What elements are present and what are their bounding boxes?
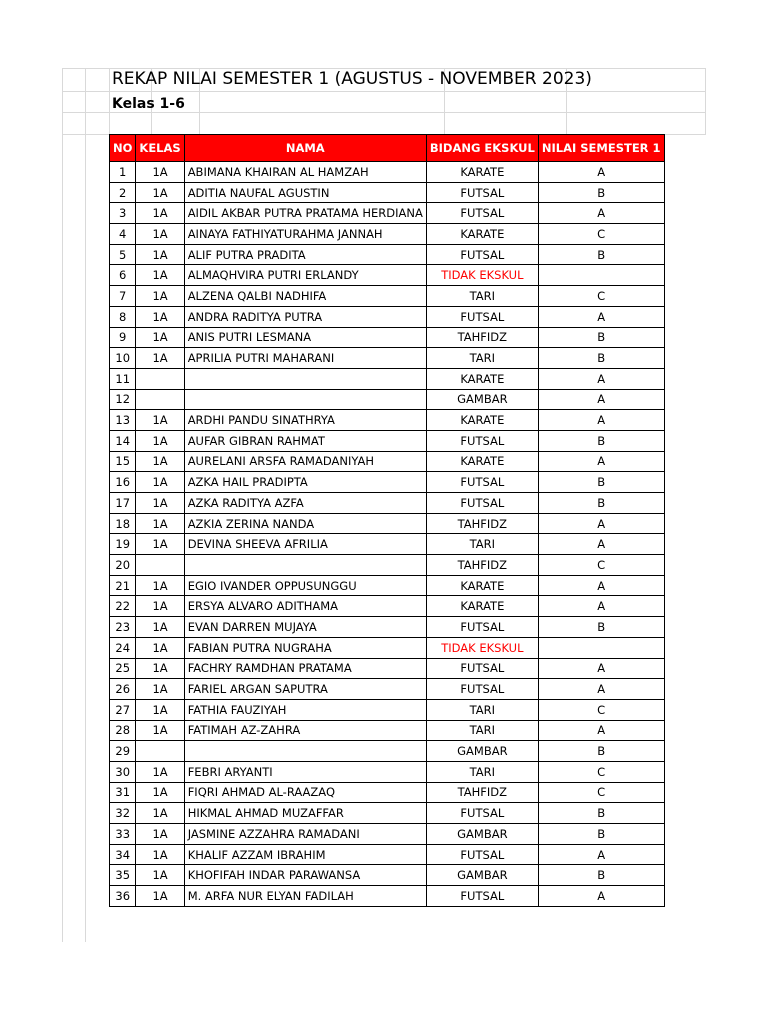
cell-ekskul[interactable]: TARI <box>426 534 538 555</box>
cell-kelas[interactable]: 1A <box>136 782 184 803</box>
cell-kelas[interactable] <box>136 368 184 389</box>
cell-no[interactable]: 32 <box>110 803 136 824</box>
cell-kelas[interactable] <box>136 741 184 762</box>
cell-nama[interactable]: HIKMAL AHMAD MUZAFFAR <box>184 803 426 824</box>
cell-no[interactable]: 33 <box>110 824 136 845</box>
cell-ekskul[interactable]: TAHFIDZ <box>426 782 538 803</box>
table-body <box>110 162 665 907</box>
cell-no[interactable]: 14 <box>110 430 136 451</box>
cell-kelas[interactable]: 1A <box>136 803 184 824</box>
table-row <box>110 389 665 410</box>
table-row <box>110 472 665 493</box>
cell-nilai[interactable]: A <box>538 451 664 472</box>
cell-no[interactable]: 6 <box>110 265 136 286</box>
cell-ekskul[interactable]: GAMBAR <box>426 865 538 886</box>
cell-kelas[interactable]: 1A <box>136 451 184 472</box>
table-row <box>110 596 665 617</box>
table-row <box>110 782 665 803</box>
cell-nama[interactable]: AZKA RADITYA AZFA <box>184 493 426 514</box>
header-nama[interactable]: NAMA <box>184 135 426 162</box>
cell-nilai[interactable]: B <box>538 244 664 265</box>
cell-kelas[interactable]: 1A <box>136 699 184 720</box>
table-row <box>110 493 665 514</box>
cell-no[interactable]: 25 <box>110 658 136 679</box>
cell-no[interactable]: 26 <box>110 679 136 700</box>
cell-ekskul[interactable]: TARI <box>426 699 538 720</box>
cell-no[interactable]: 16 <box>110 472 136 493</box>
cell-nilai[interactable]: B <box>538 741 664 762</box>
cell-nilai[interactable]: C <box>538 699 664 720</box>
header-kelas[interactable]: KELAS <box>136 135 184 162</box>
grid-line <box>62 68 63 942</box>
cell-nilai[interactable]: B <box>538 865 664 886</box>
cell-nilai[interactable] <box>538 265 664 286</box>
cell-nilai[interactable]: A <box>538 679 664 700</box>
cell-nilai[interactable]: B <box>538 327 664 348</box>
cell-nama[interactable]: ALZENA QALBI NADHIFA <box>184 286 426 307</box>
cell-nilai[interactable]: B <box>538 430 664 451</box>
cell-nama[interactable]: ADITIA NAUFAL AGUSTIN <box>184 182 426 203</box>
sheet-title: REKAP NILAI SEMESTER 1 (AGUSTUS - NOVEMBER 2023) <box>112 69 592 89</box>
cell-no[interactable]: 36 <box>110 886 136 907</box>
table-row <box>110 575 665 596</box>
cell-ekskul[interactable]: TARI <box>426 348 538 369</box>
cell-nilai[interactable]: B <box>538 472 664 493</box>
cell-nama[interactable] <box>184 741 426 762</box>
cell-nama[interactable]: M. ARFA NUR ELYAN FADILAH <box>184 886 426 907</box>
table-row <box>110 679 665 700</box>
sheet-subtitle: Kelas 1-6 <box>112 96 185 112</box>
cell-nama[interactable]: AZKIA ZERINA NANDA <box>184 513 426 534</box>
cell-no[interactable]: 24 <box>110 637 136 658</box>
cell-no[interactable]: 10 <box>110 348 136 369</box>
cell-ekskul[interactable]: FUTSAL <box>426 886 538 907</box>
table-row <box>110 658 665 679</box>
cell-nilai[interactable]: A <box>538 513 664 534</box>
table-row <box>110 182 665 203</box>
table-row <box>110 720 665 741</box>
cell-nama[interactable]: FEBRI ARYANTI <box>184 761 426 782</box>
cell-kelas[interactable]: 1A <box>136 844 184 865</box>
cell-no[interactable]: 11 <box>110 368 136 389</box>
cell-ekskul[interactable]: GAMBAR <box>426 389 538 410</box>
cell-ekskul[interactable]: FUTSAL <box>426 493 538 514</box>
cell-nilai[interactable]: C <box>538 224 664 245</box>
cell-kelas[interactable]: 1A <box>136 244 184 265</box>
cell-nilai[interactable]: B <box>538 348 664 369</box>
cell-kelas[interactable]: 1A <box>136 265 184 286</box>
cell-kelas[interactable]: 1A <box>136 596 184 617</box>
cell-nilai[interactable]: A <box>538 389 664 410</box>
cell-ekskul[interactable]: KARATE <box>426 575 538 596</box>
cell-nama[interactable]: JASMINE AZZAHRA RAMADANI <box>184 824 426 845</box>
cell-nama[interactable]: DEVINA SHEEVA AFRILIA <box>184 534 426 555</box>
cell-nilai[interactable]: C <box>538 761 664 782</box>
cell-nama[interactable]: APRILIA PUTRI MAHARANI <box>184 348 426 369</box>
cell-nilai[interactable]: A <box>538 162 664 183</box>
cell-ekskul[interactable]: TAHFIDZ <box>426 327 538 348</box>
cell-nama[interactable]: ALIF PUTRA PRADITA <box>184 244 426 265</box>
cell-nilai[interactable]: B <box>538 617 664 638</box>
cell-kelas[interactable]: 1A <box>136 679 184 700</box>
cell-nama[interactable]: EGIO IVANDER OPPUSUNGGU <box>184 575 426 596</box>
cell-kelas[interactable] <box>136 389 184 410</box>
cell-no[interactable]: 35 <box>110 865 136 886</box>
cell-no[interactable]: 9 <box>110 327 136 348</box>
cell-nilai[interactable]: C <box>538 286 664 307</box>
cell-nama[interactable]: ANIS PUTRI LESMANA <box>184 327 426 348</box>
cell-nilai[interactable]: C <box>538 782 664 803</box>
table-row <box>110 410 665 431</box>
table-row <box>110 451 665 472</box>
cell-ekskul[interactable]: TIDAK EKSKUL <box>426 637 538 658</box>
cell-kelas[interactable]: 1A <box>136 534 184 555</box>
table-row <box>110 286 665 307</box>
cell-ekskul[interactable]: KARATE <box>426 224 538 245</box>
table-row <box>110 555 665 576</box>
cell-ekskul[interactable]: FUTSAL <box>426 182 538 203</box>
cell-nama[interactable]: FIQRI AHMAD AL-RAAZAQ <box>184 782 426 803</box>
cell-no[interactable]: 2 <box>110 182 136 203</box>
table-row <box>110 224 665 245</box>
cell-no[interactable]: 31 <box>110 782 136 803</box>
cell-nama[interactable] <box>184 368 426 389</box>
cell-kelas[interactable]: 1A <box>136 637 184 658</box>
table-row <box>110 741 665 762</box>
cell-kelas[interactable]: 1A <box>136 348 184 369</box>
cell-nama[interactable]: FATIMAH AZ-ZAHRA <box>184 720 426 741</box>
table-row <box>110 203 665 224</box>
cell-nama[interactable]: ERSYA ALVARO ADITHAMA <box>184 596 426 617</box>
cell-nama[interactable]: ARDHI PANDU SINATHRYA <box>184 410 426 431</box>
cell-kelas[interactable]: 1A <box>136 182 184 203</box>
cell-nilai[interactable]: A <box>538 596 664 617</box>
table-row <box>110 761 665 782</box>
cell-no[interactable]: 19 <box>110 534 136 555</box>
cell-ekskul[interactable]: TAHFIDZ <box>426 513 538 534</box>
cell-ekskul[interactable]: FUTSAL <box>426 203 538 224</box>
cell-nilai[interactable]: A <box>538 534 664 555</box>
cell-nama[interactable]: KHALIF AZZAM IBRAHIM <box>184 844 426 865</box>
cell-no[interactable]: 23 <box>110 617 136 638</box>
cell-ekskul[interactable]: FUTSAL <box>426 844 538 865</box>
cell-kelas[interactable]: 1A <box>136 761 184 782</box>
cell-kelas[interactable]: 1A <box>136 575 184 596</box>
cell-ekskul[interactable]: FUTSAL <box>426 306 538 327</box>
cell-nama[interactable]: ANDRA RADITYA PUTRA <box>184 306 426 327</box>
cell-nilai[interactable]: A <box>538 886 664 907</box>
cell-ekskul[interactable]: FUTSAL <box>426 472 538 493</box>
cell-kelas[interactable]: 1A <box>136 617 184 638</box>
cell-kelas[interactable]: 1A <box>136 493 184 514</box>
cell-no[interactable]: 34 <box>110 844 136 865</box>
cell-no[interactable]: 15 <box>110 451 136 472</box>
cell-no[interactable]: 5 <box>110 244 136 265</box>
cell-no[interactable]: 7 <box>110 286 136 307</box>
cell-nilai[interactable]: A <box>538 410 664 431</box>
cell-nilai[interactable]: B <box>538 824 664 845</box>
cell-nama[interactable]: AZKA HAIL PRADIPTA <box>184 472 426 493</box>
cell-nama[interactable]: AURELANI ARSFA RAMADANIYAH <box>184 451 426 472</box>
cell-nilai[interactable]: A <box>538 575 664 596</box>
cell-nilai[interactable]: B <box>538 493 664 514</box>
cell-nama[interactable]: FATHIA FAUZIYAH <box>184 699 426 720</box>
grades-table <box>109 134 665 907</box>
cell-nilai[interactable]: C <box>538 555 664 576</box>
cell-nilai[interactable]: A <box>538 368 664 389</box>
cell-ekskul[interactable]: KARATE <box>426 410 538 431</box>
table-row <box>110 844 665 865</box>
cell-no[interactable]: 29 <box>110 741 136 762</box>
cell-no[interactable]: 3 <box>110 203 136 224</box>
cell-kelas[interactable]: 1A <box>136 162 184 183</box>
table-row <box>110 244 665 265</box>
table-row <box>110 430 665 451</box>
header-bidang-ekskul[interactable]: BIDANG EKSKUL <box>426 135 538 162</box>
cell-kelas[interactable] <box>136 555 184 576</box>
cell-no[interactable]: 28 <box>110 720 136 741</box>
cell-nama[interactable]: AIDIL AKBAR PUTRA PRATAMA HERDIANA <box>184 203 426 224</box>
cell-kelas[interactable]: 1A <box>136 286 184 307</box>
cell-kelas[interactable]: 1A <box>136 327 184 348</box>
table-row <box>110 699 665 720</box>
cell-kelas[interactable]: 1A <box>136 720 184 741</box>
cell-no[interactable]: 13 <box>110 410 136 431</box>
cell-no[interactable]: 21 <box>110 575 136 596</box>
cell-kelas[interactable]: 1A <box>136 472 184 493</box>
cell-no[interactable]: 18 <box>110 513 136 534</box>
table-row <box>110 886 665 907</box>
cell-kelas[interactable]: 1A <box>136 824 184 845</box>
cell-no[interactable]: 20 <box>110 555 136 576</box>
cell-nama[interactable]: EVAN DARREN MUJAYA <box>184 617 426 638</box>
cell-kelas[interactable]: 1A <box>136 430 184 451</box>
cell-ekskul[interactable]: TIDAK EKSKUL <box>426 265 538 286</box>
cell-ekskul[interactable]: TARI <box>426 720 538 741</box>
cell-no[interactable]: 12 <box>110 389 136 410</box>
cell-no[interactable]: 4 <box>110 224 136 245</box>
cell-nilai[interactable]: B <box>538 182 664 203</box>
cell-nama[interactable] <box>184 555 426 576</box>
cell-nama[interactable]: ABIMANA KHAIRAN AL HAMZAH <box>184 162 426 183</box>
cell-no[interactable]: 17 <box>110 493 136 514</box>
table-row <box>110 348 665 369</box>
cell-kelas[interactable]: 1A <box>136 410 184 431</box>
cell-kelas[interactable]: 1A <box>136 203 184 224</box>
table-row <box>110 803 665 824</box>
header-nilai-semester[interactable]: NILAI SEMESTER 1 <box>538 135 664 162</box>
cell-ekskul[interactable]: FUTSAL <box>426 617 538 638</box>
cell-ekskul[interactable]: KARATE <box>426 596 538 617</box>
cell-nilai[interactable]: A <box>538 720 664 741</box>
cell-no[interactable]: 1 <box>110 162 136 183</box>
table-row <box>110 865 665 886</box>
table-row <box>110 617 665 638</box>
cell-ekskul[interactable]: FUTSAL <box>426 430 538 451</box>
table-row <box>110 824 665 845</box>
grid-row <box>62 112 706 135</box>
cell-nama[interactable]: ALMAQHVIRA PUTRI ERLANDY <box>184 265 426 286</box>
cell-nama[interactable]: KHOFIFAH INDAR PARAWANSA <box>184 865 426 886</box>
cell-ekskul[interactable]: FUTSAL <box>426 244 538 265</box>
grid-line <box>85 68 86 942</box>
cell-no[interactable]: 30 <box>110 761 136 782</box>
header-no[interactable]: NO <box>110 135 136 162</box>
cell-nilai[interactable]: B <box>538 803 664 824</box>
cell-kelas[interactable]: 1A <box>136 886 184 907</box>
cell-nama[interactable]: FACHRY RAMDHAN PRATAMA <box>184 658 426 679</box>
cell-ekskul[interactable]: GAMBAR <box>426 741 538 762</box>
cell-kelas[interactable]: 1A <box>136 513 184 534</box>
cell-ekskul[interactable]: FUTSAL <box>426 803 538 824</box>
table-row <box>110 513 665 534</box>
cell-nilai[interactable]: A <box>538 844 664 865</box>
cell-ekskul[interactable]: KARATE <box>426 368 538 389</box>
cell-nama[interactable]: AINAYA FATHIYATURAHMA JANNAH <box>184 224 426 245</box>
cell-kelas[interactable]: 1A <box>136 224 184 245</box>
cell-ekskul[interactable]: KARATE <box>426 451 538 472</box>
cell-no[interactable]: 22 <box>110 596 136 617</box>
cell-kelas[interactable]: 1A <box>136 658 184 679</box>
table-row <box>110 534 665 555</box>
cell-no[interactable]: 27 <box>110 699 136 720</box>
cell-nilai[interactable] <box>538 637 664 658</box>
cell-ekskul[interactable]: TARI <box>426 286 538 307</box>
cell-ekskul[interactable]: TAHFIDZ <box>426 555 538 576</box>
cell-ekskul[interactable]: GAMBAR <box>426 824 538 845</box>
table-row <box>110 327 665 348</box>
cell-ekskul[interactable]: TARI <box>426 761 538 782</box>
cell-nilai[interactable]: A <box>538 658 664 679</box>
cell-ekskul[interactable]: FUTSAL <box>426 679 538 700</box>
cell-nilai[interactable]: A <box>538 203 664 224</box>
cell-nama[interactable]: AUFAR GIBRAN RAHMAT <box>184 430 426 451</box>
table-row <box>110 306 665 327</box>
grid-line <box>109 68 110 134</box>
cell-no[interactable]: 8 <box>110 306 136 327</box>
table-row <box>110 265 665 286</box>
cell-nama[interactable]: FABIAN PUTRA NUGRAHA <box>184 637 426 658</box>
table-row <box>110 368 665 389</box>
cell-nama[interactable]: FARIEL ARGAN SAPUTRA <box>184 679 426 700</box>
table-row <box>110 162 665 183</box>
cell-nama[interactable] <box>184 389 426 410</box>
header-row <box>110 135 665 162</box>
grid-line <box>705 68 706 134</box>
cell-kelas[interactable]: 1A <box>136 306 184 327</box>
cell-kelas[interactable]: 1A <box>136 865 184 886</box>
table-row <box>110 637 665 658</box>
cell-ekskul[interactable]: KARATE <box>426 162 538 183</box>
cell-nilai[interactable]: A <box>538 306 664 327</box>
cell-ekskul[interactable]: FUTSAL <box>426 658 538 679</box>
